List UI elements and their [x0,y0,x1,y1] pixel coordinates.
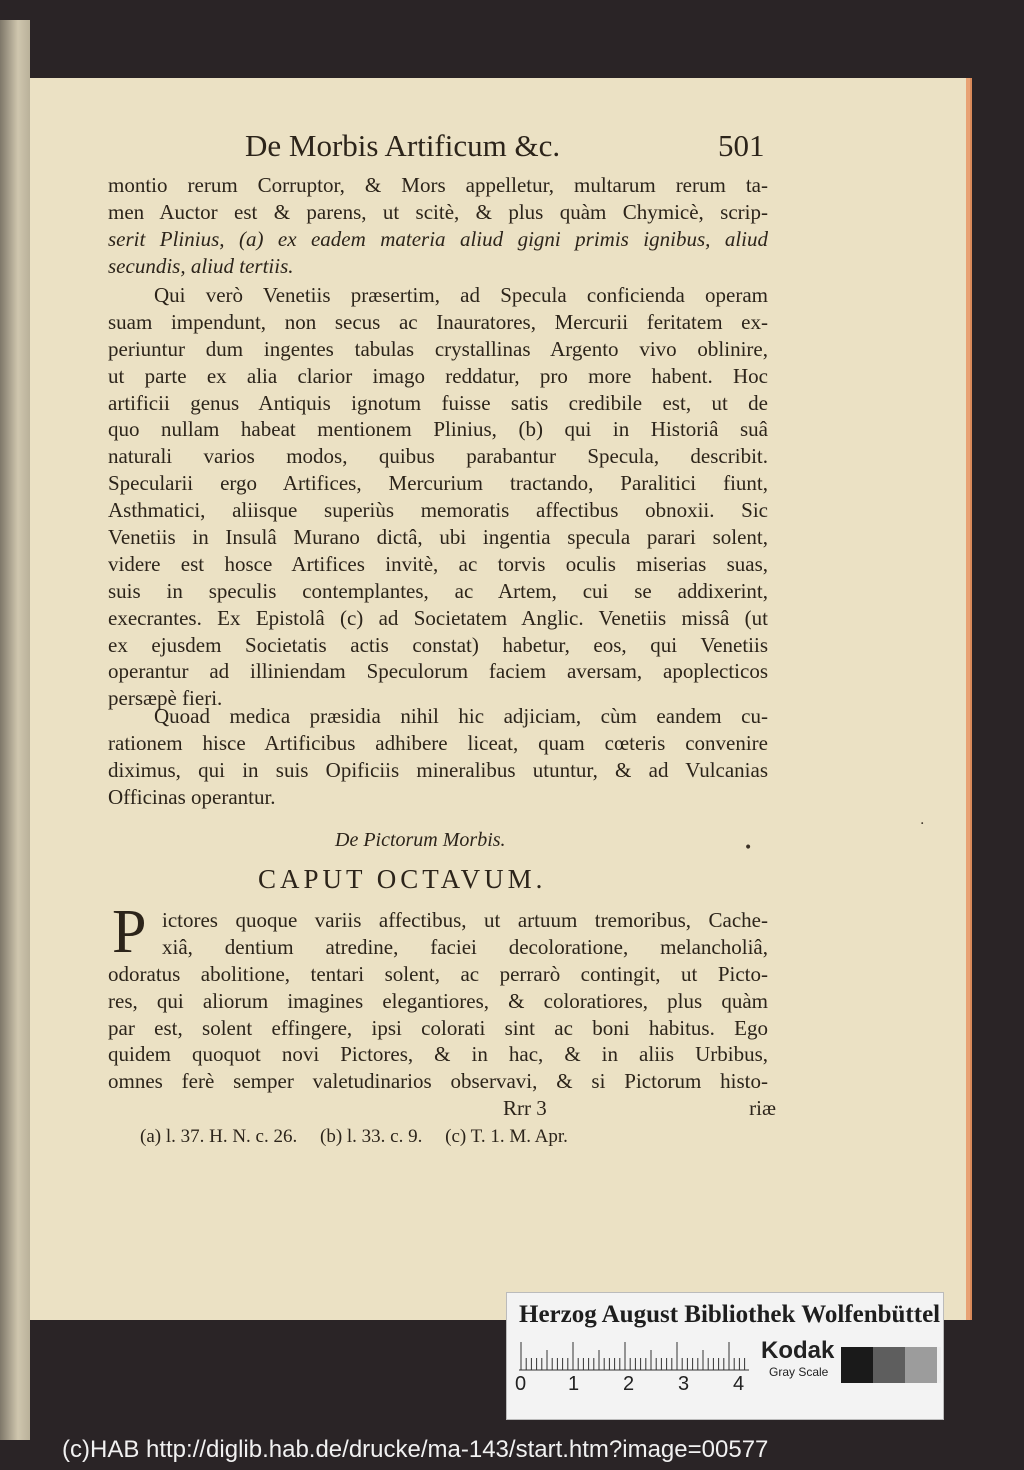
copyright-url: (c)HAB http://diglib.hab.de/drucke/ma-143/start.htm?image=00577 [62,1436,769,1463]
text-line: rationem hisce Artificibus adhibere liceat, quam cœteris convenire [108,730,768,755]
ruler-scale [519,1341,749,1371]
scale-numbers [515,1373,755,1397]
text-line: serit Plinius, (a) ex eadem materia aliud gigni primis ignibus, aliud [108,226,768,251]
scale-number: 0 [515,1373,527,1395]
text-line: odoratus abolitione, tentari solent, ac perrarò contingit, ut Picto- [108,961,768,986]
scale-number: 2 [623,1373,635,1395]
library-label [506,1292,944,1420]
text-line: persæpè fieri. [108,686,223,711]
text-line: Qui verò Venetiis præsertim, ad Specula conficienda operam [154,283,768,307]
scale-number: 4 [733,1373,745,1395]
paragraph-4 [108,907,768,1095]
catchword: riæ [749,1096,776,1120]
kodak-logo: Kodak [761,1337,835,1364]
text-line: suam impendunt, non secus ac Inauratores, Mercurii feritatem ex- [108,309,768,334]
gray-scale-label: Gray Scale [769,1365,829,1379]
running-head: De Morbis Artificum &c. [245,128,561,163]
gray-patch [937,1347,941,1383]
text-line: xiâ, dentium atredine, faciei decoloratione, melancholiâ, [162,934,768,959]
text-line: montio rerum Corruptor, & Mors appelletur, multarum rerum ta- [108,173,768,197]
text-line: Venetiis in Insulâ Murano dictâ, ubi ingentia specula parari solent, [108,525,768,550]
text-line: Specularii ergo Artifices, Mercurium tractando, Paralitici fiunt, [108,471,768,496]
printer-mark: • [744,840,753,856]
text-line: ut parte ex alia clarior imago reddatur, pro more habent. Hoc [108,363,768,388]
text-line: operantur ad illiniendam Speculorum faciem aversam, apoplecticos [108,659,768,684]
text-line: men Auctor est & parens, ut scitè, & plus quàm Chymicè, scrip- [108,199,768,224]
footnote-c: (c) T. 1. M. Apr. [445,1126,568,1147]
drop-cap: P [112,898,147,966]
page-number: 501 [718,128,765,163]
footnotes [140,1126,586,1148]
printer-mark: · [920,816,925,832]
footnote-a: (a) l. 37. H. N. c. 26. [140,1126,298,1147]
text-line: quidem quoquot novi Pictores, & in hac, & in aliis Urbibus, [108,1042,768,1067]
text-line: diximus, qui in suis Opificiis mineralibus utuntur, & ad Vulcanias [108,757,768,782]
paragraph-2 [108,282,768,712]
signature-line [108,1096,776,1122]
text-line: secundis, aliud tertiis. [108,253,294,278]
text-line: execrantes. Ex Epistolâ (c) ad Societatem Anglic. Venetiis missâ (ut [108,605,768,630]
adjacent-page-edge [0,20,30,1440]
text-line: naturali varios modos, quibus parabantur Specula, describit. [108,444,768,469]
gray-patch [841,1347,873,1383]
section-title: De Pictorum Morbis. [335,829,506,851]
chapter-title: CAPUT OCTAVUM. [258,864,547,894]
text-line: Quoad medica præsidia nihil hic adjiciam, cùm eandem cu- [154,704,768,728]
scale-number: 3 [678,1373,690,1395]
signature-mark: Rrr 3 [503,1096,547,1120]
text-line: Asthmatici, aliisque superiùs memoratis affectibus obnoxii. Sic [108,498,768,523]
gray-patch [873,1347,905,1383]
library-label-title: Herzog August Bibliothek Wolfenbüttel [519,1301,941,1328]
text-line: ex ejusdem Societatis actis constat) habetur, eos, qui Venetiis [108,632,768,657]
gray-patch [905,1347,937,1383]
footnote-b: (b) l. 33. c. 9. [320,1126,423,1147]
text-line: videre est hosce Artifices invitè, ac torvis oculis miserias suas, [108,551,768,576]
text-line: suis in speculis contemplantes, ac Artem, cui se addixerint, [108,578,768,603]
scale-number: 1 [568,1373,580,1395]
text-line: artificii genus Antiquis ignotum fuisse satis credibile est, ut de [108,390,768,415]
text-line: omnes ferè semper valetudinarios observavi, & si Pictorum histo- [108,1069,768,1094]
paragraph-1 [108,172,768,280]
text-line: quo nullam habeat mentionem Plinius, (b) qui in Historiâ suâ [108,417,768,442]
text-line: par est, solent effingere, ipsi colorati sint ac boni habitus. Ego [108,1015,768,1040]
text-line: Officinas operantur. [108,784,276,809]
paragraph-3 [108,703,768,811]
text-line: res, qui aliorum imagines elegantiores, & coloratiores, plus quàm [108,988,768,1013]
text-line: periuntur dum ingentes tabulas crystallinas Argento vivo oblinire, [108,336,768,361]
text-line: ictores quoque variis affectibus, ut artuum tremoribus, Cache- [162,908,768,932]
